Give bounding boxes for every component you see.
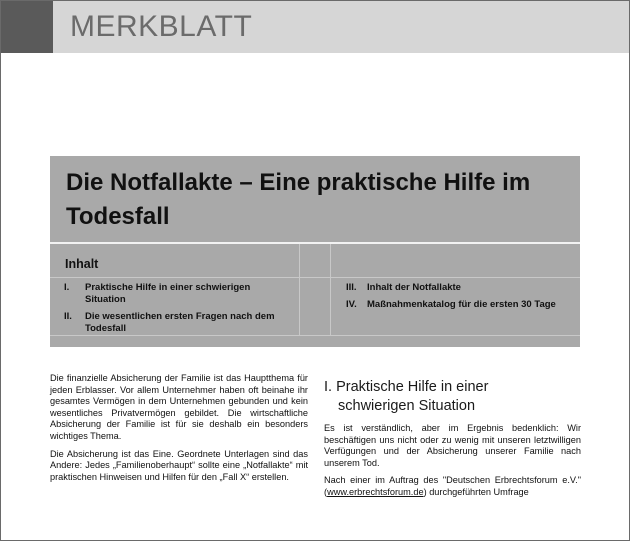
toc-divider <box>50 335 580 336</box>
left-column <box>50 373 308 489</box>
table-of-contents <box>50 244 580 347</box>
toc-item-label: Die wesentlichen ersten Fragen nach dem Todesfall <box>85 311 275 334</box>
header-title: MERKBLATT <box>70 10 253 43</box>
toc-item-number: I. <box>64 282 70 293</box>
body-paragraph: Es ist verständlich, aber im Ergebnis bedenklich: Wir beschäftigen uns nicht oder zu wenig mit unseren letztwilligen Verfügungen und der Absicherung unserer Familie nach unserem Tod. <box>324 423 581 468</box>
toc-divider <box>299 244 300 335</box>
toc-divider <box>50 277 580 278</box>
document-title: Die Notfallakte – Eine praktische Hilfe im Todesfall <box>66 169 531 230</box>
toc-item-number: III. <box>346 282 357 293</box>
section-heading-line: I. Praktische Hilfe in einer <box>324 379 489 395</box>
document-title-box <box>50 156 580 242</box>
section-heading-line: schwierigen Situation <box>338 398 476 414</box>
toc-item-label: Inhalt der Notfallakte <box>367 282 461 293</box>
paragraph-text: Nach einer im Auftrag des "Deutschen Erbrechtsforum e.V." ( <box>324 475 581 497</box>
toc-item-label: Maßnahmenkatalog für die ersten 30 Tage <box>367 299 556 310</box>
header-accent-block <box>1 1 53 53</box>
body-paragraph: Die finanzielle Absicherung der Familie ist das Hauptthema für jeden Erblasser. Vor allem Unternehmer haben oft beinahe ihr gesamtes Vermögen in dem Unternehmen gebunden und kein wesentliches Privatvermögen gebildet. Die wirtschaftliche Absicherung der Familie ist für sie deshalb ein besonders wichtiges Thema. <box>50 373 308 441</box>
toc-divider <box>330 244 331 335</box>
paragraph-text: ) durchgeführten Umfrage <box>423 486 529 497</box>
toc-heading: Inhalt <box>65 257 99 271</box>
section-heading <box>324 378 581 416</box>
toc-item-label: Praktische Hilfe in einer schwierigen Situation <box>85 282 251 305</box>
right-column <box>324 378 581 505</box>
toc-item-number: II. <box>64 311 72 322</box>
body-paragraph <box>324 475 581 498</box>
erbrechtsforum-link[interactable]: www.erbrechtsforum.de <box>327 486 424 497</box>
toc-item-number: IV. <box>346 299 357 310</box>
page-header <box>1 1 629 53</box>
body-paragraph: Die Absicherung ist das Eine. Geordnete Unterlagen sind das Andere: Jedes „Familienoberhaupt“ sollte eine „Notfallakte“ mit praktischen Hinweisen und Hilfen für den „Fall X“ erstellen. <box>50 448 308 482</box>
